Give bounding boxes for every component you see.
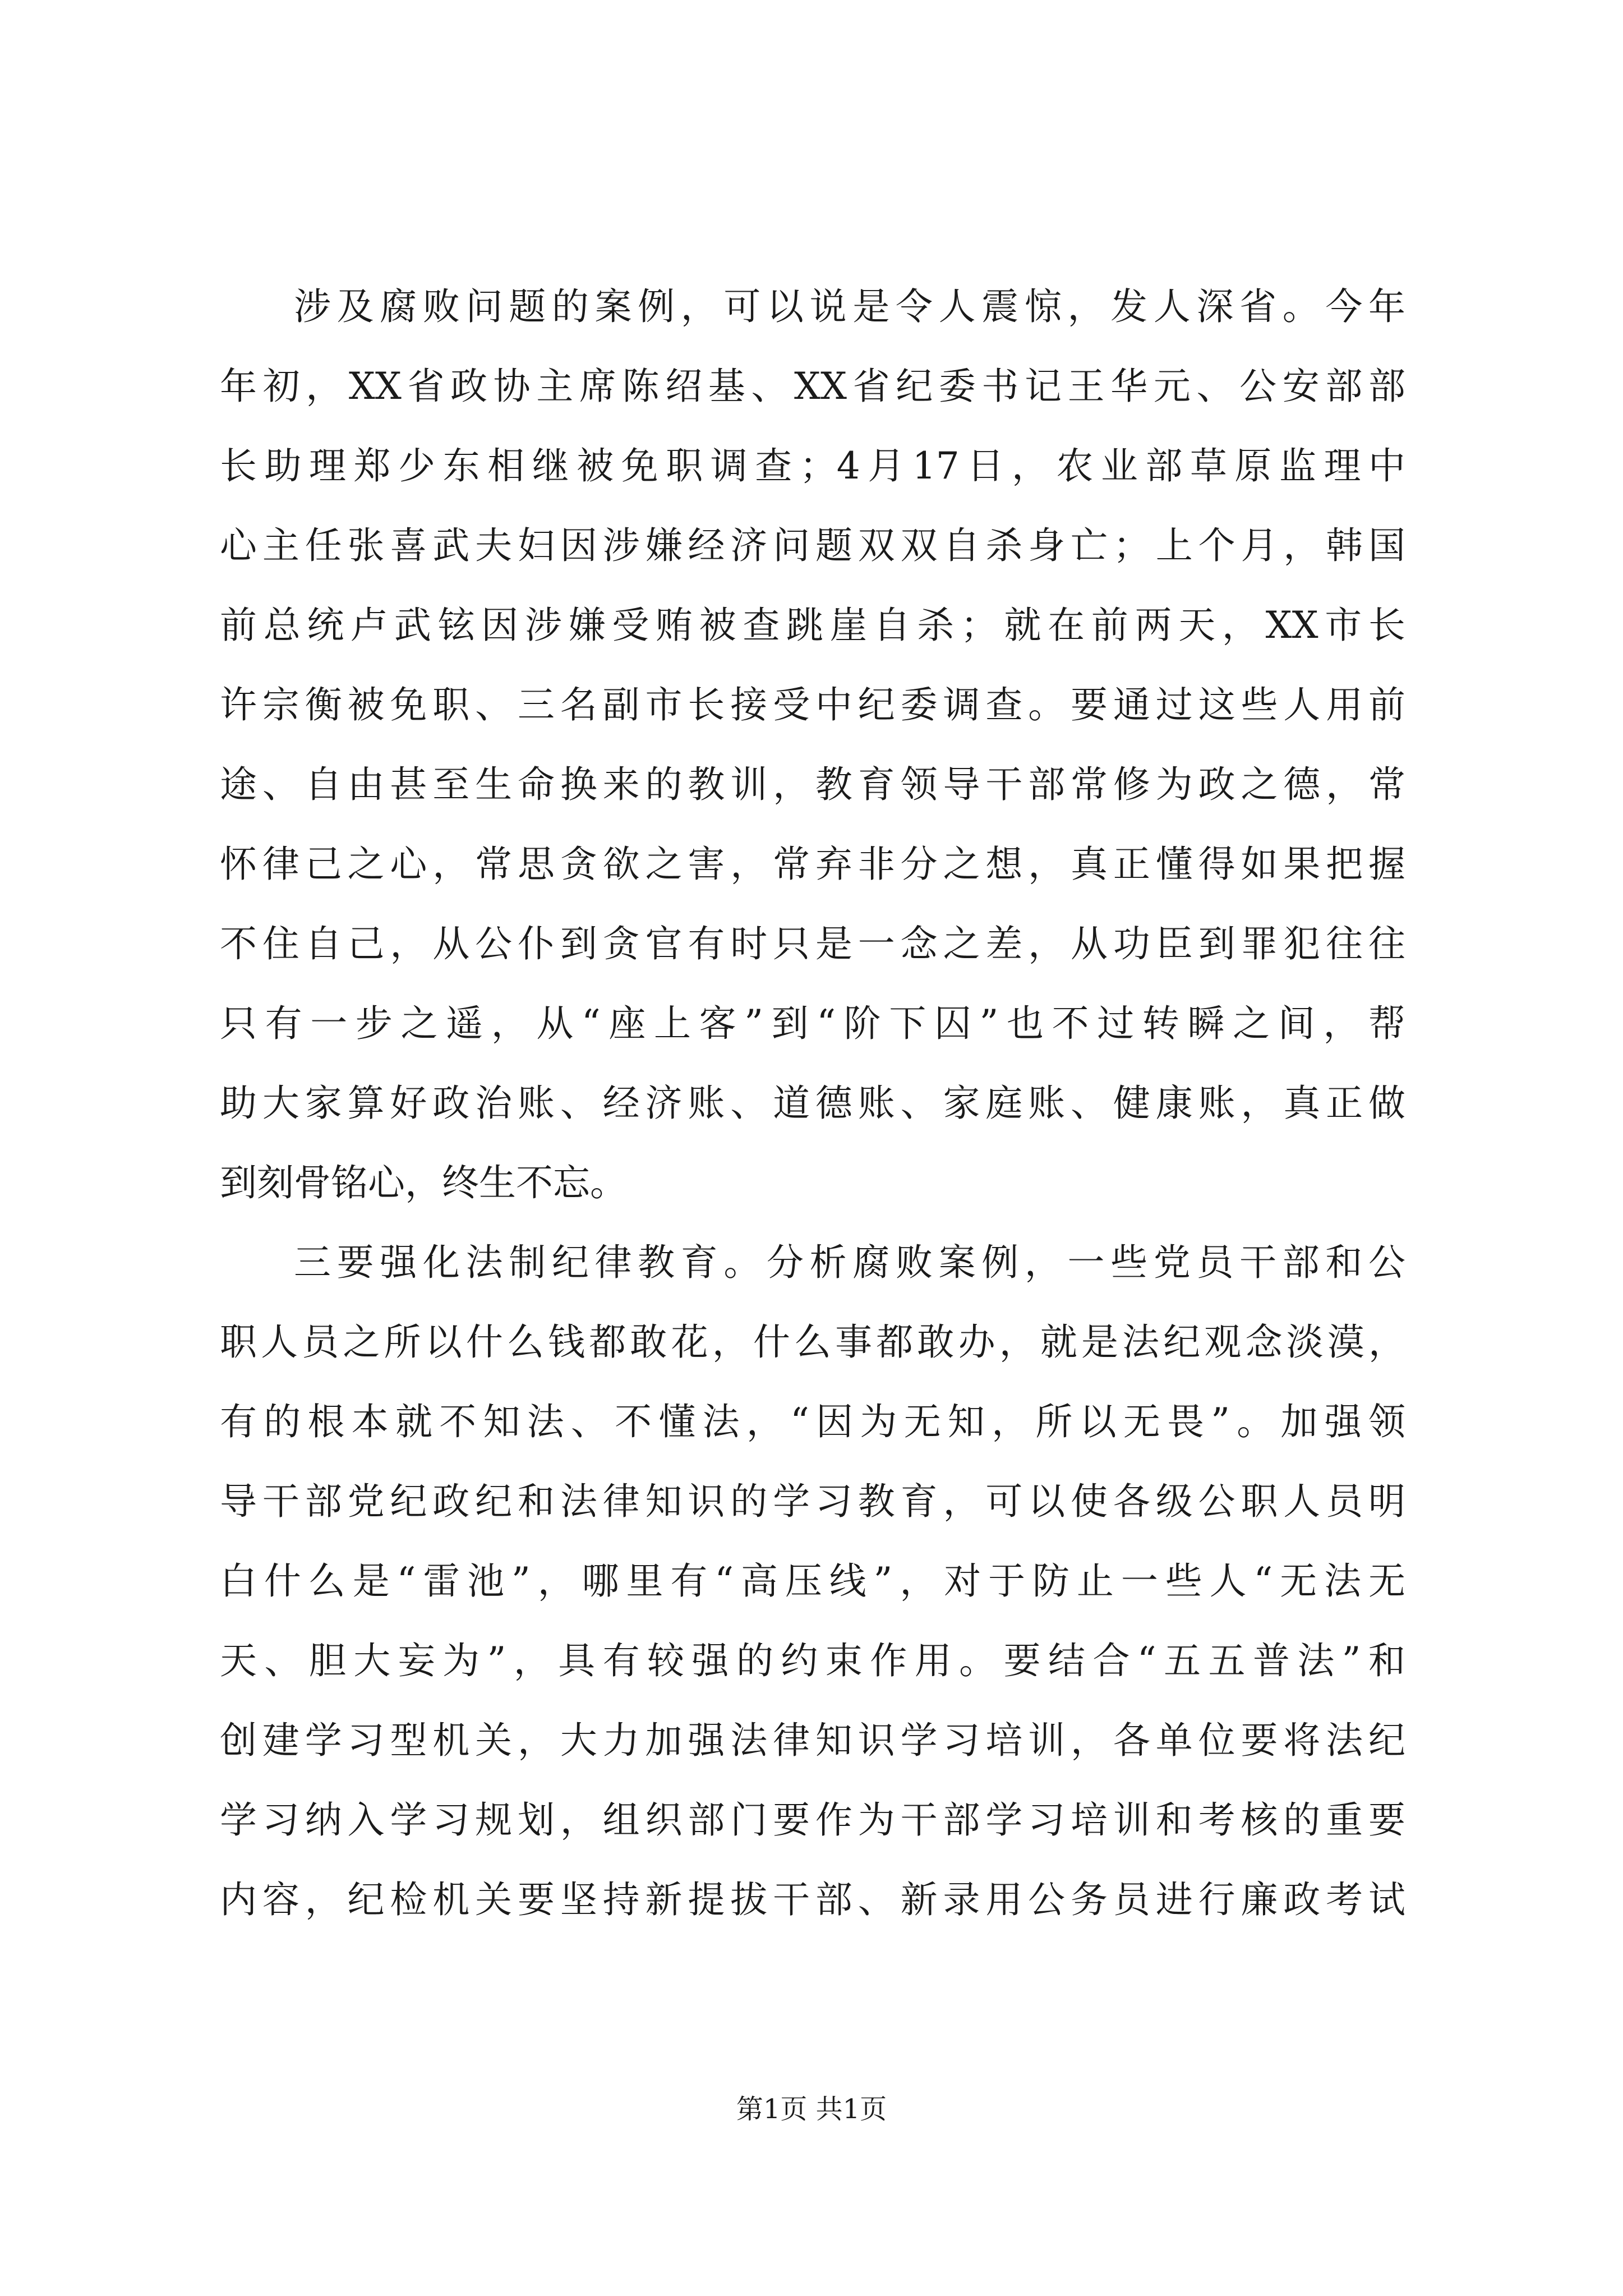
paragraph-2-line-7: 创建学习型机关，大力加强法律知识学习培训，各单位要将法纪 (220, 1719, 1405, 1762)
paragraph-1-line-11: 助大家算好政治账、经济账、道德账、家庭账、健康账，真正做 (220, 1082, 1405, 1125)
paragraph-1-line-7: 途、自由甚至生命换来的教训，教育领导干部常修为政之德，常 (220, 763, 1405, 806)
paragraph-1-line-4: 心主任张喜武夫妇因涉嫌经济问题双双自杀身亡；上个月，韩国 (220, 524, 1405, 567)
paragraph-1-line-9: 不住自己，从公仆到贪官有时只是一念之差，从功臣到罪犯往往 (220, 922, 1405, 965)
paragraph-1-line-6: 许宗衡被免职、三名副市长接受中纪委调查。要通过这些人用前 (220, 683, 1405, 726)
paragraph-2-line-2: 职人员之所以什么钱都敢花，什么事都敢办，就是法纪观念淡漠， (220, 1320, 1405, 1364)
paragraph-1-line-8: 怀律己之心，常思贪欲之害，常弃非分之想，真正懂得如果把握 (220, 843, 1405, 886)
paragraph-1-line-5: 前总统卢武铉因涉嫌受贿被查跳崖自杀；就在前两天，XX市长 (220, 604, 1405, 647)
paragraph-2-line-4: 导干部党纪政纪和法律知识的学习教育，可以使各级公职人员明 (220, 1480, 1405, 1523)
paragraph-1-line-10: 只有一步之遥，从“座上客”到“阶下囚”也不过转瞬之间，帮 (220, 1002, 1405, 1045)
paragraph-1-line-1: 涉及腐败问题的案例，可以说是令人震惊，发人深省。今年 (294, 285, 1405, 328)
paragraph-2-line-9: 内容，纪检机关要坚持新提拔干部、新录用公务员进行廉政考试 (220, 1878, 1405, 1921)
paragraph-2-line-6: 天、胆大妄为”，具有较强的约束作用。要结合“五五普法”和 (220, 1639, 1405, 1682)
page-number-footer: 第1页 共1页 (736, 2093, 887, 2125)
paragraph-2-line-8: 学习纳入学习规划，组织部门要作为干部学习培训和考核的重要 (220, 1798, 1405, 1842)
paragraph-1-line-3: 长助理郑少东相继被免职调查；4月17日，农业部草原监理中 (220, 444, 1405, 487)
paragraph-1-line-12: 到刻骨铭心，终生不忘。 (220, 1161, 627, 1204)
paragraph-2-line-5: 白什么是“雷池”，哪里有“高压线”，对于防止一些人“无法无 (220, 1559, 1405, 1603)
paragraph-2-line-3: 有的根本就不知法、不懂法，“因为无知，所以无畏”。加强领 (220, 1400, 1405, 1443)
paragraph-1-line-2: 年初，XX省政协主席陈绍基、XX省纪委书记王华元、公安部部 (220, 365, 1405, 408)
paragraph-2-line-1: 三要强化法制纪律教育。分析腐败案例，一些党员干部和公 (294, 1241, 1405, 1284)
